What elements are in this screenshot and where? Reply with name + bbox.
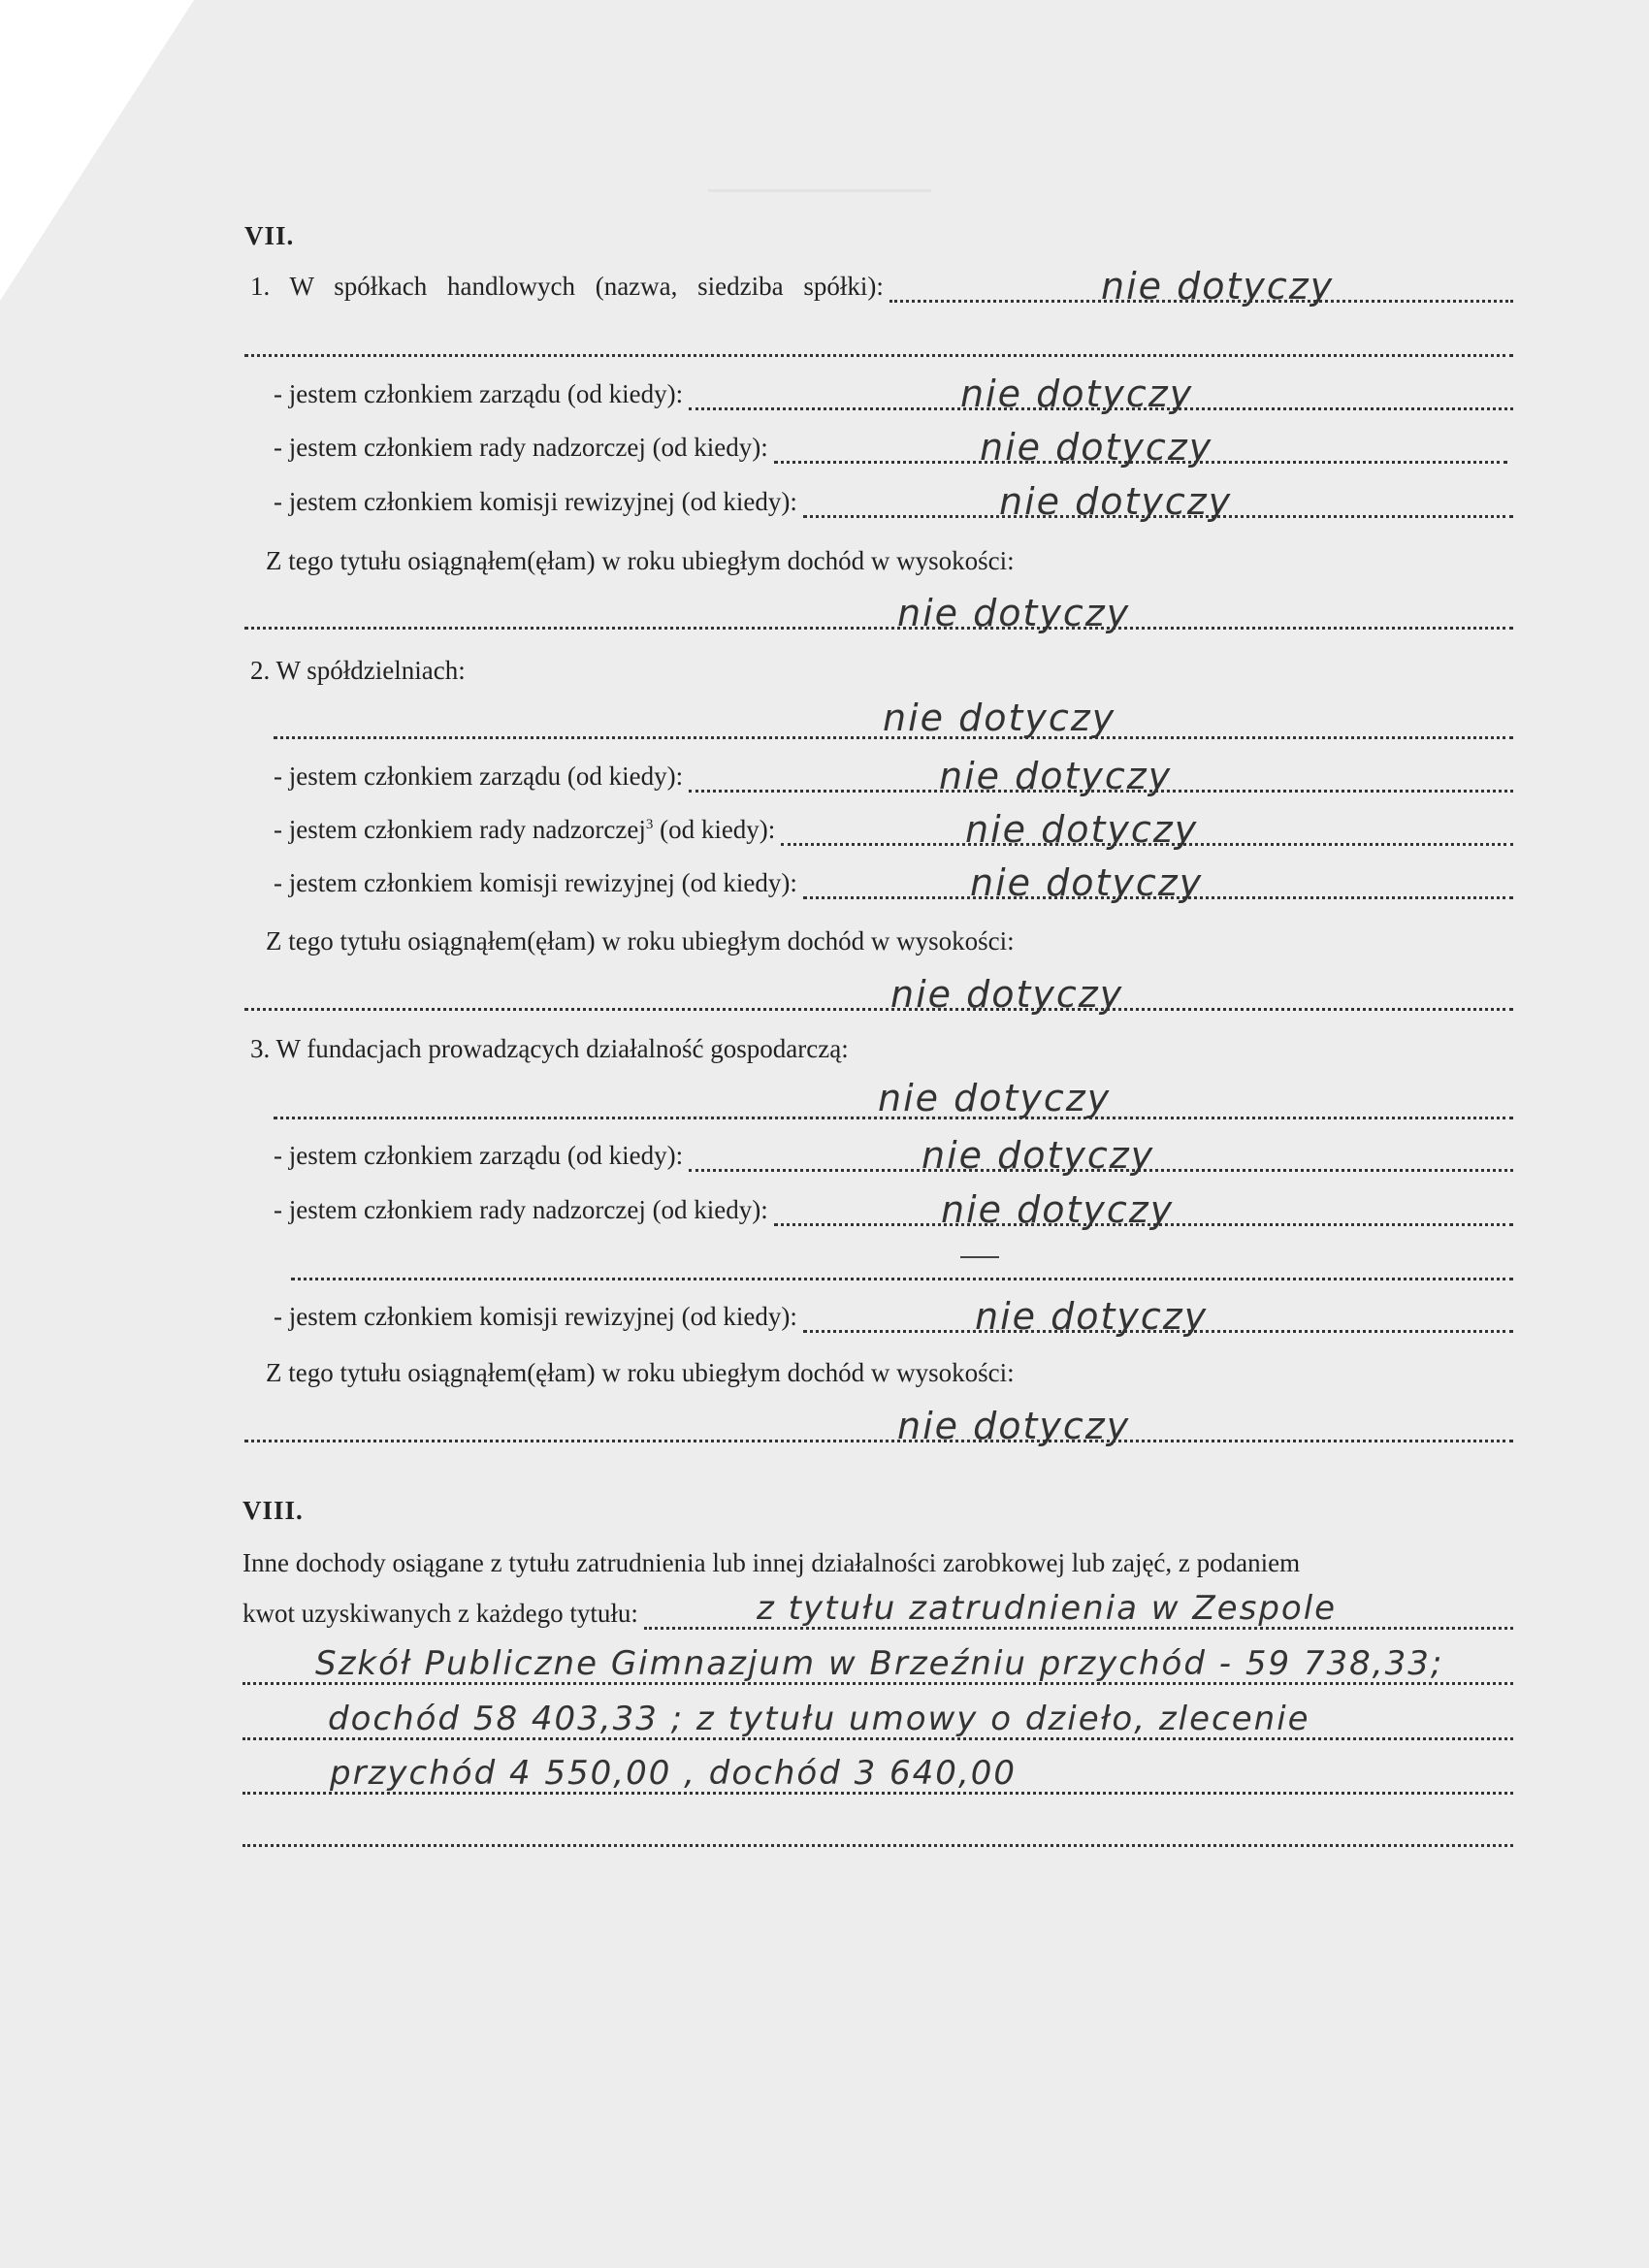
companies-audit-label: - jestem członkiem komisji rewizyjnej (od kiedy): <box>274 487 797 516</box>
foundations-audit-line <box>274 1302 1513 1341</box>
handwriting-companies-audit: nie dotyczy <box>999 480 1233 523</box>
handwriting-companies-supervisory: nie dotyczy <box>980 426 1213 469</box>
section-viii-answer-line5 <box>242 1816 1513 1855</box>
handwriting-companies-board: nie dotyczy <box>960 373 1194 415</box>
companies-board-line <box>274 379 1513 418</box>
cooperatives-supervisory-line <box>274 815 1513 854</box>
cooperatives-audit-label: - jestem członkiem komisji rewizyjnej (od kiedy): <box>274 868 797 897</box>
foundations-supervisory-label: - jestem członkiem rady nadzorczej (od kiedy): <box>274 1195 768 1224</box>
bleed-through <box>708 189 931 192</box>
cooperatives-income-label: Z tego tytułu osiągnąłem(ęłam) w roku ubiegłym dochód w wysokości: <box>266 926 1015 956</box>
handwriting-foundations-board: nie dotyczy <box>922 1134 1155 1177</box>
foundations-board-label: - jestem członkiem zarządu (od kiedy): <box>274 1141 684 1170</box>
cooperatives-audit-line <box>274 868 1513 907</box>
companies-supervisory-label: - jestem członkiem rady nadzorczej (od kiedy): <box>274 433 768 462</box>
companies-board-label: - jestem członkiem zarządu (od kiedy): <box>274 379 684 408</box>
foundations-audit-label: - jestem członkiem komisji rewizyjnej (od kiedy): <box>274 1302 797 1331</box>
companies-audit-line <box>274 487 1513 526</box>
handwriting-cooperatives: nie dotyczy <box>883 697 1116 739</box>
companies-supervisory-line <box>274 433 1507 471</box>
handwriting-viii-line4: przychód 4 550,00 , dochód 3 640,00 <box>330 1754 1018 1793</box>
handwriting-foundations-audit: nie dotyczy <box>975 1295 1209 1338</box>
footnote-marker: 3 <box>645 817 654 832</box>
handwriting-foundations-income: nie dotyczy <box>897 1405 1131 1447</box>
handwriting-foundations-supervisory: nie dotyczy <box>941 1188 1175 1231</box>
foundations-supervisory-line <box>274 1195 1513 1234</box>
cooperatives-supervisory-label: - jestem członkiem rady nadzorczej$^3$ (od kiedy): <box>274 815 776 844</box>
handwriting-cooperatives-board: nie dotyczy <box>939 755 1173 797</box>
handwriting-cooperatives-income: nie dotyczy <box>890 973 1124 1016</box>
cooperatives-title: 2. W spółdzielniach: <box>250 656 466 685</box>
cooperatives-income-line <box>244 980 1513 1019</box>
companies-blank-line <box>244 326 1513 365</box>
companies-income-label: Z tego tytułu osiągnąłem(ęłam) w roku ubiegłym dochód w wysokości: <box>266 546 1015 575</box>
section-viii-heading: VIII. <box>242 1496 304 1525</box>
handwriting-foundations: nie dotyczy <box>878 1077 1112 1119</box>
handwriting-companies: nie dotyczy <box>1101 265 1335 308</box>
foundations-title: 3. W fundacjach prowadzących działalność gospodarczą: <box>250 1034 849 1063</box>
handwriting-companies-income: nie dotyczy <box>897 592 1131 634</box>
handwriting-cooperatives-audit: nie dotyczy <box>970 861 1204 904</box>
foundations-income-line <box>244 1411 1513 1450</box>
handwriting-viii-line2: Szkół Publiczne Gimnazjum w Brzeźniu przychód - 59 738,33; <box>315 1644 1444 1683</box>
section-vii-heading: VII. <box>244 221 295 250</box>
companies-income-line <box>244 599 1513 637</box>
section-viii-intro-label: kwot uzyskiwanych z każdego tytułu: <box>242 1599 638 1628</box>
foundations-extra-line <box>291 1249 1513 1288</box>
companies-title: 1. W spółkach handlowych (nazwa, siedziba spółki): <box>250 272 884 301</box>
handwriting-cooperatives-supervisory: nie dotyczy <box>965 808 1199 851</box>
handwriting-viii-line3: dochód 58 403,33 ; z tytułu umowy o dzieło, zlecenie <box>328 1700 1310 1738</box>
handwriting-viii-line1: z tytułu zatrudnienia w Zespole <box>757 1589 1338 1628</box>
foundations-income-label: Z tego tytułu osiągnąłem(ęłam) w roku ubiegłym dochód w wysokości: <box>266 1358 1015 1387</box>
cooperatives-board-line <box>274 761 1513 800</box>
section-viii-intro-line1: Inne dochody osiągane z tytułu zatrudnienia lub innej działalności zarobkowej lub zajęć, z podaniem <box>242 1548 1301 1577</box>
cooperatives-board-label: - jestem członkiem zarządu (od kiedy): <box>274 761 684 791</box>
foundations-board-line <box>274 1141 1513 1180</box>
